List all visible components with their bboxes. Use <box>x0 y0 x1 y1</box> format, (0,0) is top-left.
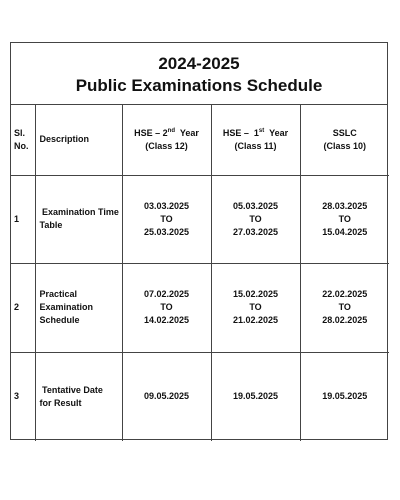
hse2-result-date: 09.05.2025 <box>122 352 211 441</box>
header-sl-line1: Sl. <box>14 127 26 138</box>
table-row <box>11 175 389 263</box>
sslc-result-date: 19.05.2025 <box>300 352 389 441</box>
title-block <box>11 43 387 105</box>
header-sslc-class: (Class 10) <box>323 140 367 151</box>
header-hse2-class: (Class 12) <box>145 140 188 151</box>
title-year: 2024-2025 <box>158 54 240 73</box>
row-sl-no: 3 <box>11 352 35 441</box>
header-hse1-class: (Class 11) <box>234 140 277 151</box>
table-row <box>11 352 389 441</box>
header-hse1-title: HSE – 1st Year <box>222 127 289 138</box>
header-sslc <box>300 105 389 175</box>
schedule-document <box>10 42 388 440</box>
header-sl-no <box>11 105 35 175</box>
table-row <box>11 263 389 352</box>
row-description: Tentative Date for Result <box>35 352 122 441</box>
header-hse-2nd-year <box>122 105 211 175</box>
hse2-date-range: 07.02.2025 TO 14.02.2025 <box>122 263 211 352</box>
header-sl-line2: No. <box>14 140 29 151</box>
hse1-result-date: 19.05.2025 <box>211 352 300 441</box>
row-description: Practical Examination Schedule <box>35 263 122 352</box>
header-hse-1st-year <box>211 105 300 175</box>
hse2-date-range: 03.03.2025 TO 25.03.2025 <box>122 175 211 263</box>
row-sl-no: 1 <box>11 175 35 263</box>
hse1-date-range: 15.02.2025 TO 21.02.2025 <box>211 263 300 352</box>
title-heading: Public Examinations Schedule <box>75 76 323 95</box>
header-description: Description <box>35 105 122 175</box>
header-hse2-title: HSE – 2nd Year <box>134 127 199 138</box>
hse1-date-range: 05.03.2025 TO 27.03.2025 <box>211 175 300 263</box>
sslc-date-range: 22.02.2025 TO 28.02.2025 <box>300 263 389 352</box>
row-sl-no: 2 <box>11 263 35 352</box>
sslc-date-range: 28.03.2025 TO 15.04.2025 <box>300 175 389 263</box>
schedule-table <box>11 105 389 441</box>
row-description: Examination Time Table <box>35 175 122 263</box>
header-row <box>11 105 389 175</box>
header-sslc-title: SSLC <box>332 127 357 138</box>
